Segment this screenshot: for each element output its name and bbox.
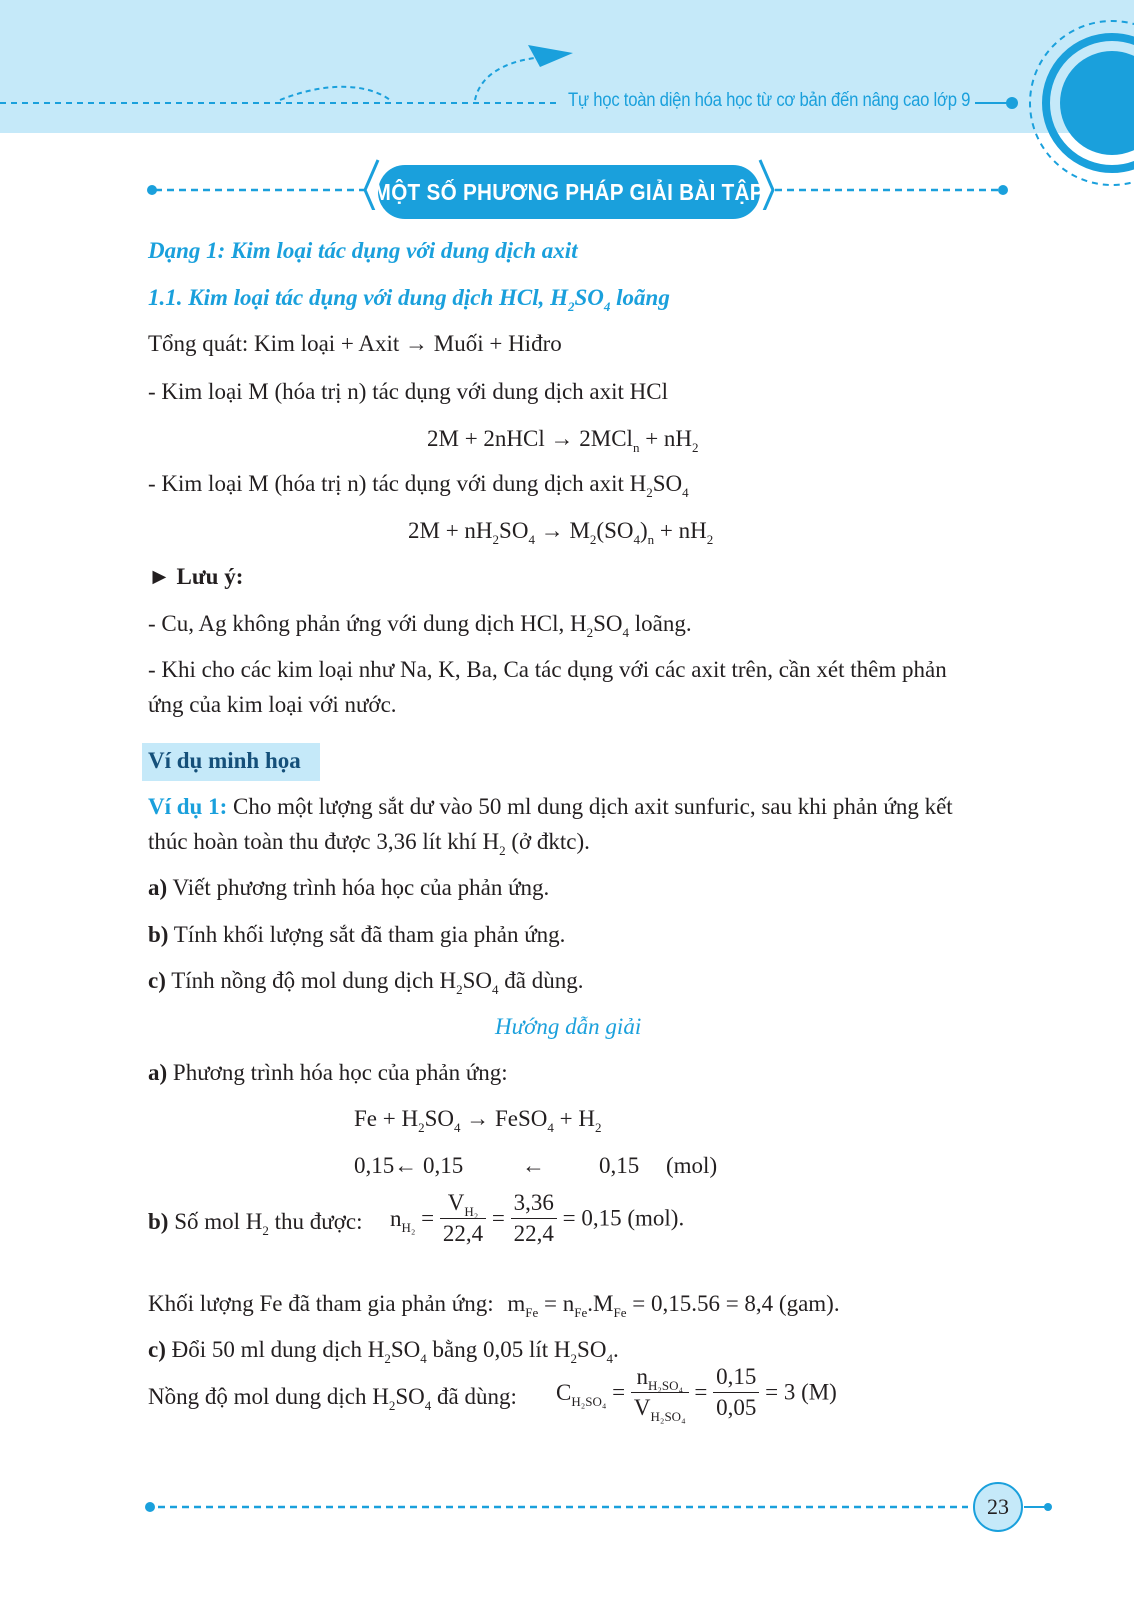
equation-h2so4: $2M + nH_2SO_4 \to M_2(SO_4)_n + nH_2$ bbox=[408, 518, 714, 547]
equation-hcl: 2M + 2nHCl → $2MCl_n + nH_2$ bbox=[427, 426, 699, 455]
question-c: c) Tính nồng độ mol dung dịch $H_2SO_4$ đã dùng. bbox=[148, 968, 584, 997]
solution-c: c) Đổi 50 ml dung dịch $H_2SO_4$ bằng 0,05 lít $H_2SO_4$. bbox=[148, 1337, 619, 1366]
section-title: MỘT SỐ PHƯƠNG PHÁP GIẢI BÀI TẬP bbox=[373, 178, 765, 205]
vd1-line2: thúc hoàn toàn thu được 3,36 lít khí $H_2$ (ở đktc). bbox=[148, 829, 590, 858]
mol-h2-formula: $n_{H_2}$ = $\frac{V_{H_2}}{22,4}$ = $\frac{3,36}{22,4}$ = 0,15 (mol). bbox=[390, 1190, 685, 1246]
note-2-line2: ứng của kim loại với nước. bbox=[148, 692, 397, 717]
hcl-intro: - Kim loại M (hóa trị n) tác dụng với dung dịch axit HCl bbox=[148, 379, 668, 404]
paper-plane-icon bbox=[528, 45, 573, 67]
h2so4-intro: - Kim loại M (hóa trị n) tác dụng với dung dịch axit $H_2SO_4$ bbox=[148, 471, 689, 500]
vd1-line1: Ví dụ 1: Cho một lượng sắt dư vào 50 ml dung dịch axit sunfuric, sau khi phản ứng kết bbox=[148, 794, 953, 819]
solution-heading: Hướng dẫn giải bbox=[495, 1014, 642, 1039]
luu-y-heading: ► Lưu ý: bbox=[148, 564, 244, 589]
example-heading: Ví dụ minh họa bbox=[148, 748, 301, 773]
solution-b: b) Số mol $H_2$ thu được: bbox=[148, 1209, 363, 1238]
footer-line bbox=[0, 1490, 1134, 1530]
note-2-line1: - Khi cho các kim loại như Na, K, Ba, Ca tác dụng với các axit trên, cần xét thêm phản bbox=[148, 657, 947, 682]
concentration-text: Nồng độ mol dung dịch $H_2SO_4$ đã dùng: bbox=[148, 1384, 517, 1413]
question-a: a) Viết phương trình hóa học của phản ứng. bbox=[148, 875, 550, 900]
book-title: Tự học toàn diện hóa học từ cơ bản đến nâng cao lớp 9 bbox=[568, 90, 971, 111]
mass-fe: Khối lượng Fe đã tham gia phản ứng: $m_{Fe} = n_{Fe}.M_{Fe} = 0,15.56 = 8,4$ (gam). bbox=[148, 1291, 840, 1320]
tong-quat: Tổng quát: Kim loại + Axit → Muối + Hiđro bbox=[148, 331, 562, 356]
page-number: 23 bbox=[973, 1482, 1023, 1532]
subheading-1-1: 1.1. Kim loại tác dụng với dung dịch HCl, $H_2SO_4$ loãng bbox=[148, 285, 670, 314]
concentration-formula: $C_{H_2SO_4}$ = $\frac{n_{H_2SO_4}}{V_{H_2SO_4}}$ = $\frac{0,15}{0,05}$ = 3 (M) bbox=[556, 1364, 837, 1424]
solution-a: a) Phương trình hóa học của phản ứng: bbox=[148, 1060, 508, 1085]
dang1-heading: Dạng 1: Kim loại tác dụng với dung dịch axit bbox=[148, 238, 578, 263]
section-title-banner bbox=[373, 165, 765, 219]
equation-fe: $Fe + H_2SO_4$ → FeSO$_4$ + $H_2$ bbox=[354, 1106, 602, 1135]
note-1: - Cu, Ag không phản ứng với dung dịch HCl, $H_2SO_4$ loãng. bbox=[148, 611, 692, 640]
mol-row: 0,15← 0,15 ← 0,15 (mol) bbox=[354, 1153, 718, 1178]
question-b: b) Tính khối lượng sắt đã tham gia phản ứng. bbox=[148, 922, 566, 947]
